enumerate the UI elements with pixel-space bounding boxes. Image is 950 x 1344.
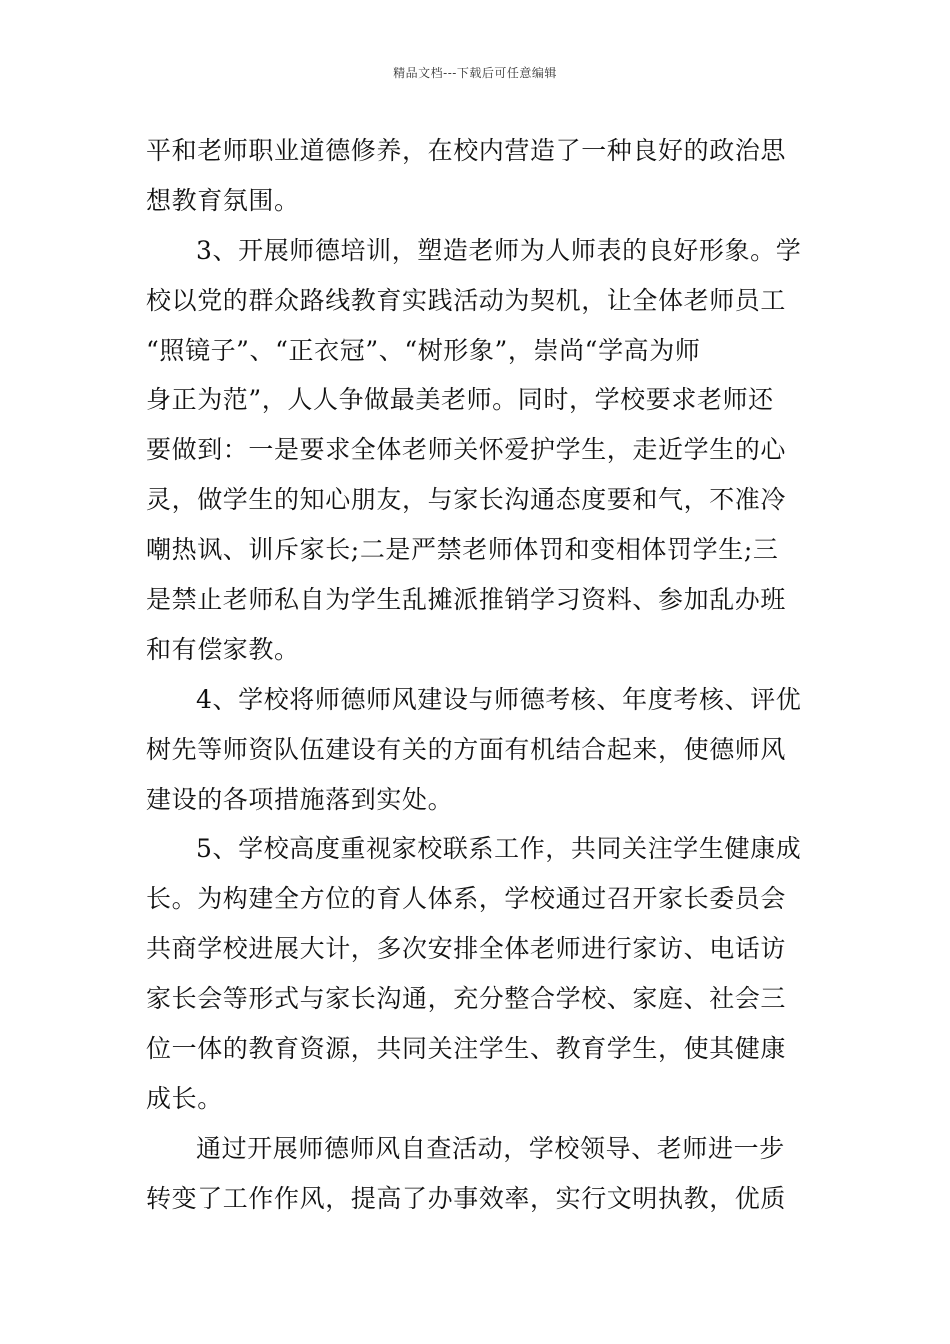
text-line: 平和老师职业道德修养，在校内营造了一种良好的政治思 <box>146 136 787 165</box>
text-line: 家长会等形式与家长沟通，充分整合学校、家庭、社会三 <box>146 984 787 1014</box>
text-line: 共商学校进展大计，多次安排全体老师进行家访、电话访 <box>146 934 787 964</box>
text-line: 转变了工作作风，提高了办事效率，实行文明执教，优质 <box>146 1183 787 1213</box>
text-line: 想教育氛围。 <box>146 185 300 215</box>
text-line: 树先等师资队伍建设有关的方面有机结合起来，使德师风 <box>146 734 787 764</box>
text-line: 和有偿家教。 <box>146 634 300 664</box>
text-line: “照镜子”、“正衣冠”、“树形象”，崇尚“学高为师 <box>146 335 701 365</box>
text-line: 建设的各项措施落到实处。 <box>146 784 454 814</box>
text-line: 成长。 <box>146 1083 223 1113</box>
text-line: 灵，做学生的知心朋友，与家长沟通态度要和气，不准冷 <box>146 485 787 515</box>
text-line: 身正为范”，人人争做最美老师。同时，学校要求老师还 <box>146 385 774 415</box>
paragraph-start-line: 5、学校高度重视家校联系工作，共同关注学生健康成 <box>196 834 802 864</box>
text-line: 嘲热讽、训斥家长;二是严禁老师体罚和变相体罚学生;三 <box>146 535 779 565</box>
text-line: 校以党的群众路线教育实践活动为契机，让全体老师员工 <box>146 285 787 315</box>
text-line: 长。为构建全方位的育人体系，学校通过召开家长委员会 <box>146 884 787 914</box>
paragraph-start-line: 3、开展师德培训，塑造老师为人师表的良好形象。学 <box>196 235 802 265</box>
text-line: 要做到：一是要求全体老师关怀爱护学生，走近学生的心 <box>146 435 787 465</box>
paragraph-start-line: 通过开展师德师风自查活动，学校领导、老师进一步 <box>196 1133 785 1163</box>
document-header: 精品文档---下载后可任意编辑 <box>393 66 557 80</box>
text-line: 是禁止老师私自为学生乱摊派推销学习资料、参加乱办班 <box>146 585 787 615</box>
paragraph-start-line: 4、学校将师德师风建设与师德考核、年度考核、评优 <box>196 684 802 714</box>
document-body <box>146 126 806 1224</box>
text-line: 位一体的教育资源，共同关注学生、教育学生，使其健康 <box>146 1034 787 1064</box>
